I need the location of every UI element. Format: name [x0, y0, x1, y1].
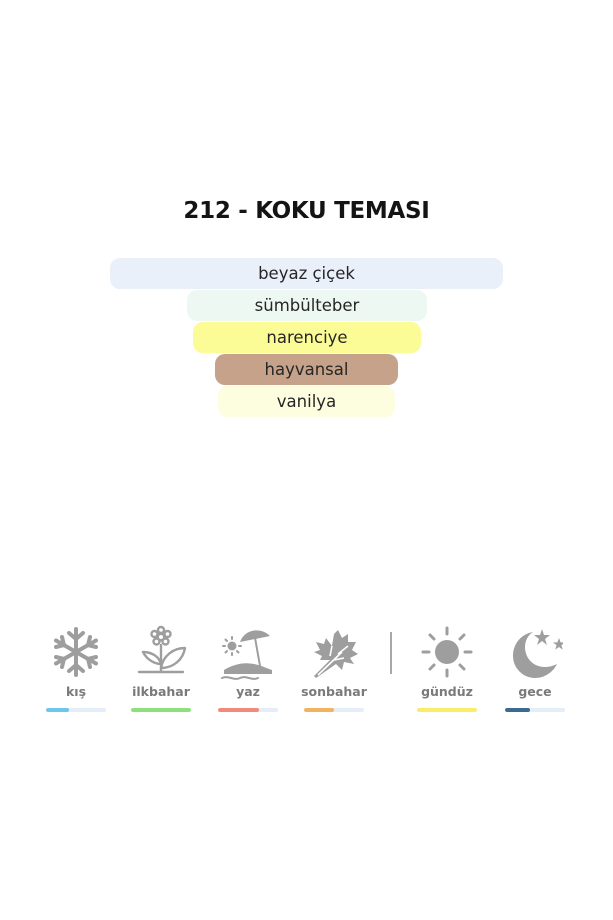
season-label: kış	[65, 684, 87, 699]
season-bar	[218, 708, 278, 712]
note-pill	[193, 322, 421, 353]
daytime-bar-fill	[417, 708, 477, 712]
daytime-bar	[505, 708, 565, 712]
season-bar-fill	[46, 708, 69, 712]
maple-leaf-icon	[306, 624, 362, 680]
note-label: narenciye	[266, 328, 348, 347]
season-bar	[131, 708, 191, 712]
daytime-bar-fill	[505, 708, 530, 712]
season-label: yaz	[236, 684, 260, 699]
season-autumn	[302, 620, 366, 715]
season-bar-fill	[304, 708, 334, 712]
moon-stars-icon	[507, 624, 563, 680]
season-bar-fill	[218, 708, 259, 712]
season-spring	[129, 620, 193, 715]
note-pill	[187, 290, 427, 321]
season-label: ilkbahar	[132, 684, 190, 699]
season-bar-fill	[131, 708, 191, 712]
daytime-label: gece	[518, 684, 552, 699]
note-pill	[110, 258, 503, 289]
daytime-night	[503, 620, 567, 715]
season-label: sonbahar	[301, 684, 367, 699]
note-pill	[218, 386, 395, 417]
snowflake-icon	[48, 624, 104, 680]
beach-umbrella-icon	[220, 624, 276, 680]
note-label: vanilya	[276, 392, 337, 411]
daytime-day	[415, 620, 479, 715]
season-bar	[304, 708, 364, 712]
season-summer	[216, 620, 280, 715]
season-bar	[46, 708, 106, 712]
flower-sprout-icon	[133, 624, 189, 680]
note-label: sümbülteber	[254, 296, 360, 315]
season-winter	[44, 620, 108, 715]
daytime-label: gündüz	[421, 684, 473, 699]
sun-icon	[419, 624, 475, 680]
divider	[390, 632, 392, 674]
season-time-indicators	[0, 620, 613, 720]
note-label: beyaz çiçek	[258, 264, 355, 283]
daytime-bar	[417, 708, 477, 712]
note-label: hayvansal	[264, 360, 349, 379]
note-pill	[215, 354, 398, 385]
page-title: 212 - KOKU TEMASI	[183, 198, 430, 224]
